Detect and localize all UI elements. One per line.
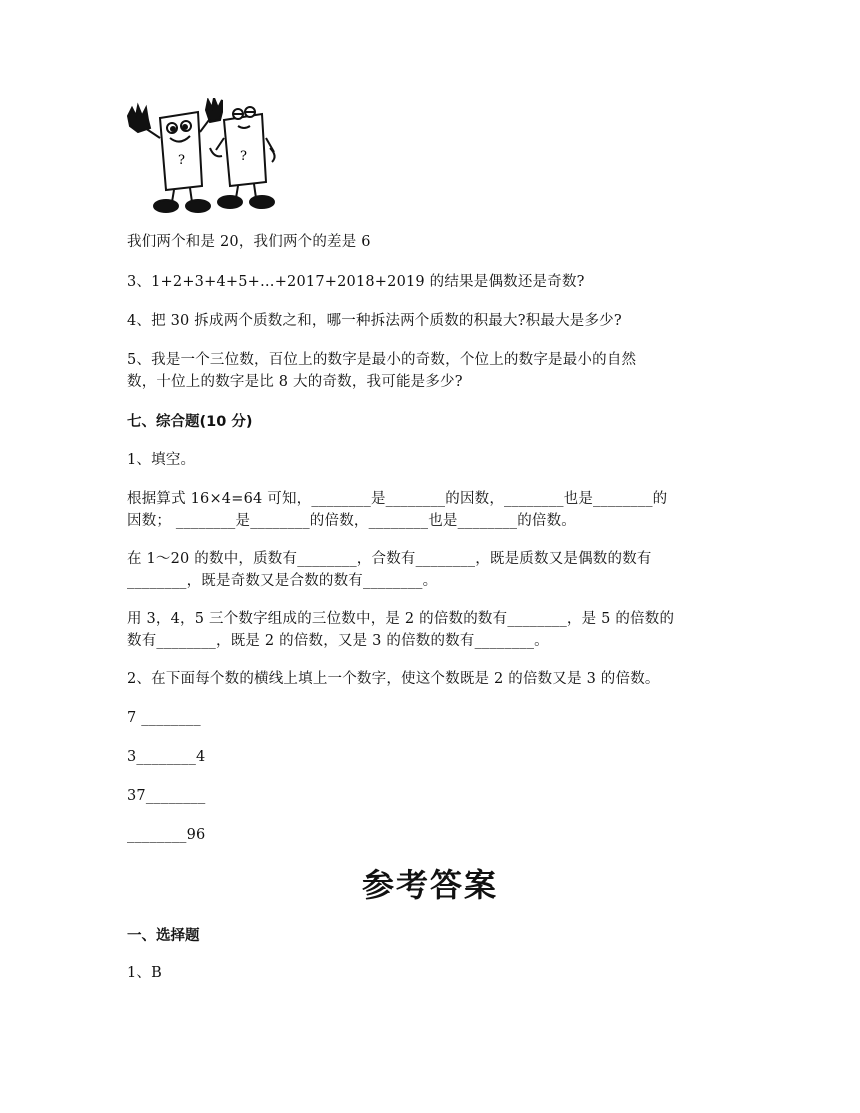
- fill-blank-1-line-1: 根据算式 16×4=64 可知，________是________的因数，________也是________的: [127, 491, 668, 507]
- section-7-question-1: 1、填空。: [127, 452, 196, 468]
- left-card-question-mark: ?: [178, 153, 185, 168]
- blank-item-2: 3________4: [127, 749, 206, 765]
- fill-blank-1-line-2: 因数； ________是________的倍数，________也是________的倍数。: [127, 513, 577, 529]
- right-card-question-mark: ?: [240, 149, 247, 164]
- answers-title: 参考答案: [361, 866, 498, 904]
- fill-blank-3-line-1: 用 3，4，5 三个数字组成的三位数中，是 2 的倍数的数有________，是 5 的倍数的: [127, 611, 675, 627]
- fill-blank-2-line-1: 在 1～20 的数中，质数有________，合数有________，既是质数又是偶数的数有: [127, 551, 652, 567]
- section-7-question-2: 2、在下面每个数的横线上填上一个数字，使这个数既是 2 的倍数又是 3 的倍数。: [127, 671, 660, 687]
- blank-item-1: 7 ________: [127, 710, 201, 726]
- answer-1: 1、B: [127, 965, 162, 981]
- fill-blank-3-line-2: 数有________，既是 2 的倍数，又是 3 的倍数的数有________。: [127, 633, 549, 649]
- illustration-caption: 我们两个和是 20，我们两个的差是 6: [127, 234, 371, 250]
- blank-item-4: ________96: [127, 827, 206, 843]
- question-5-line-1: 5、我是一个三位数，百位上的数字是最小的奇数，个位上的数字是最小的自然: [127, 352, 637, 368]
- cartoon-number-cards-illustration: [120, 98, 280, 218]
- question-5-line-2: 数，十位上的数字是比 8 大的奇数，我可能是多少?: [127, 374, 463, 390]
- answers-section-1-heading: 一、选择题: [127, 928, 200, 944]
- question-4: 4、把 30 拆成两个质数之和，哪一种拆法两个质数的积最大?积最大是多少?: [127, 313, 622, 329]
- blank-item-3: 37________: [127, 788, 206, 804]
- fill-blank-2-line-2: ________，既是奇数又是合数的数有________。: [127, 573, 438, 589]
- question-3: 3、1+2+3+4+5+…+2017+2018+2019 的结果是偶数还是奇数?: [127, 274, 585, 290]
- section-7-heading: 七、综合题(10 分): [127, 414, 253, 430]
